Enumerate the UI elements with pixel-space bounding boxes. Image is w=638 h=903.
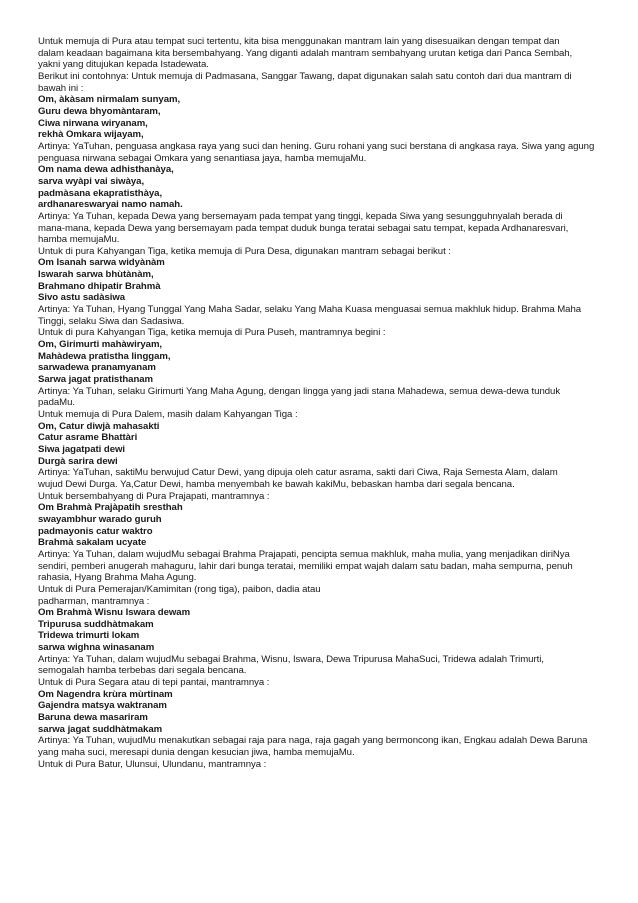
- mantram-line: Brahmà sakalam ucyate: [38, 537, 147, 549]
- mantram-line: Siwa jagatpati dewi: [38, 443, 126, 455]
- text-line: sendiri, pemberi anugerah mahaguru, lahir dari bunga teratai, memiliki empat wajah dalam satu badan, maha sempurna, penuh: [38, 560, 573, 572]
- text-line: dalam keadaan bagaimana kita bersembahyang. Yang diganti adalah mantram sembahyang urutan ketiga dari Panca Sembah,: [38, 47, 573, 59]
- text-line: Untuk di Pura Batur, Ulunsui, Ulundanu, mantramnya :: [38, 758, 267, 770]
- mantram-line: Gajendra matsya waktranam: [38, 700, 167, 712]
- mantram-line: ardhanareswaryai namo namah.: [38, 199, 183, 211]
- mantram-line: Om Nagendra krùra mùrtinam: [38, 688, 173, 700]
- text-line: yakni yang ditujukan kepada Istadewata.: [38, 59, 209, 71]
- mantram-line: padmayonis catur waktro: [38, 525, 153, 537]
- text-line: wujud Dewi Durga. Ya,Catur Dewi, hamba menyembah ke bawah kakiMu, bebaskan hamba dari segala bencana.: [38, 478, 515, 490]
- text-line: Untuk di pura Kahyangan Tiga, ketika memuja di Pura Desa, digunakan mantram sebagai berikut :: [38, 245, 451, 257]
- text-line: Tinggi, selaku Siwa dan Sadasiwa.: [38, 315, 185, 327]
- text-line: Artinya: Ya Tuhan, selaku Girimurti Yang Maha Agung, dengan lingga yang jadi stana Mahadewa, semua dewa-dewa tunduk: [38, 385, 561, 397]
- mantram-line: Om, Girimurti mahàwiryam,: [38, 339, 163, 351]
- mantram-line: Mahàdewa pratistha linggam,: [38, 350, 171, 362]
- mantram-line: Om, àkàsam nirmalam sunyam,: [38, 94, 181, 106]
- mantram-line: Catur asrame Bhattàri: [38, 432, 138, 444]
- text-line: Untuk bersembahyang di Pura Prajapati, mantramnya :: [38, 490, 270, 502]
- mantram-line: Iswarah sarwa bhùtànàm,: [38, 269, 154, 281]
- mantram-line: swayambhur warado guruh: [38, 513, 162, 525]
- mantram-line: sarwa wighna winasanam: [38, 642, 155, 654]
- text-line: mana-mana, kepada Dewa yang bersemayam pada tempat duduk bunga teratai sebagai satu tempat, kepada Ardhanaresvari,: [38, 222, 569, 234]
- mantram-line: Om, Catur diwjà mahasakti: [38, 420, 160, 432]
- text-line: padharman, mantramnya :: [38, 595, 150, 607]
- mantram-line: sarwadewa pranamyanam: [38, 362, 156, 374]
- text-line: Artinya: Ya Tuhan, dalam wujudMu sebagai Brahma, Wisnu, Iswara, Dewa Tripurusa MahaSuci, Tridewa adalah Trimurti,: [38, 653, 544, 665]
- text-line: Untuk memuja di Pura atau tempat suci tertentu, kita bisa menggunakan mantram lain yang disesuaikan dengan tempat dan: [38, 36, 560, 47]
- mantram-line: rekhà Omkara wijayam,: [38, 129, 144, 141]
- mantram-line: Sivo astu sadàsiwa: [38, 292, 126, 304]
- text-line: semogalah hamba terbebas dari segala bencana.: [38, 665, 247, 677]
- mantram-line: Tripurusa suddhàtmakam: [38, 618, 154, 630]
- text-line: Artinya: YaTuhan, saktiMu berwujud Catur Dewi, yang dipuja oleh catur asrama, sakti dari Ciwa, Raja Semesta Alam, dalam: [38, 467, 558, 479]
- mantram-line: Ciwa nirwana wiryanam,: [38, 117, 148, 129]
- text-line: Berikut ini contohnya: Untuk memuja di Padmasana, Sanggar Tawang, dapat digunakan salah satu contoh dari dua mantram di: [38, 70, 572, 82]
- mantram-line: Sarwa jagat pratisthanam: [38, 374, 154, 386]
- text-line: hamba memujaMu.: [38, 234, 120, 246]
- text-line: Untuk di Pura Pemerajan/Kamimitan (rong tiga), paibon, dadia atau: [38, 583, 321, 595]
- mantram-line: Om Isanah sarwa widyànàm: [38, 257, 165, 269]
- document-page: [38, 36, 604, 770]
- mantram-line: Om Brahmà Prajàpatih sresthah: [38, 502, 183, 514]
- mantram-line: Baruna dewa masariram: [38, 712, 148, 724]
- text-line: Artinya: Ya Tuhan, wujudMu menakutkan sebagai raja para naga, raja gagah yang bermoncong ikan, Engkau adalah Dewa Baruna: [38, 735, 588, 747]
- text-line: bawah ini :: [38, 82, 84, 94]
- mantram-line: sarva wyàpi vai siwàya,: [38, 175, 145, 187]
- text-line: yang maha suci, meresapi dunia dengan kesucian jiwa, hamba memujaMu.: [38, 747, 355, 759]
- text-line: penguasa nirwana sebagai Omkara yang senantiasa jaya, hamba memujaMu.: [38, 152, 367, 164]
- text-line: Artinya: YaTuhan, penguasa angkasa raya yang suci dan hening. Guru rohani yang suci berstana di angkasa raya. Siwa yang agung: [38, 140, 595, 152]
- mantram-line: sarwa jagat suddhàtmakam: [38, 723, 163, 735]
- text-line: Artinya: Ya Tuhan, dalam wujudMu sebagai Brahma Prajapati, pencipta semua makhluk, maha mulia, yang menjadikan diriNya: [38, 548, 570, 560]
- mantram-line: Tridewa trimurti lokam: [38, 630, 140, 642]
- mantram-line: Brahmano dhipatir Brahmà: [38, 280, 161, 292]
- text-line: Untuk memuja di Pura Dalem, masih dalam Kahyangan Tiga :: [38, 409, 298, 420]
- mantram-line: Om Brahmà Wisnu Iswara dewam: [38, 607, 191, 619]
- text-line: Artinya: Ya Tuhan, Hyang Tunggal Yang Maha Sadar, selaku Yang Maha Kuasa menguasai semua makhluk hidup. Brahma Maha: [38, 304, 582, 316]
- text-line: Artinya: Ya Tuhan, kepada Dewa yang bersemayam pada tempat yang tinggi, kepada Siwa yang sesungguhnyalah berada di: [38, 210, 563, 222]
- mantram-line: Guru dewa bhyomàntaram,: [38, 105, 161, 117]
- text-line: Untuk di Pura Segara atau di tepi pantai, mantramnya :: [38, 677, 270, 689]
- text-line: rahasia, Hyang Brahma Maha Agung.: [38, 572, 197, 584]
- mantram-line: Durgà sarira dewi: [38, 455, 118, 467]
- mantram-line: padmàsana ekapratisthàya,: [38, 187, 163, 199]
- text-line: padaMu.: [38, 397, 75, 409]
- text-line: Untuk di pura Kahyangan Tiga, ketika memuja di Pura Puseh, mantramnya begini :: [38, 327, 386, 339]
- mantram-line: Om nama dewa adhisthanàya,: [38, 164, 174, 176]
